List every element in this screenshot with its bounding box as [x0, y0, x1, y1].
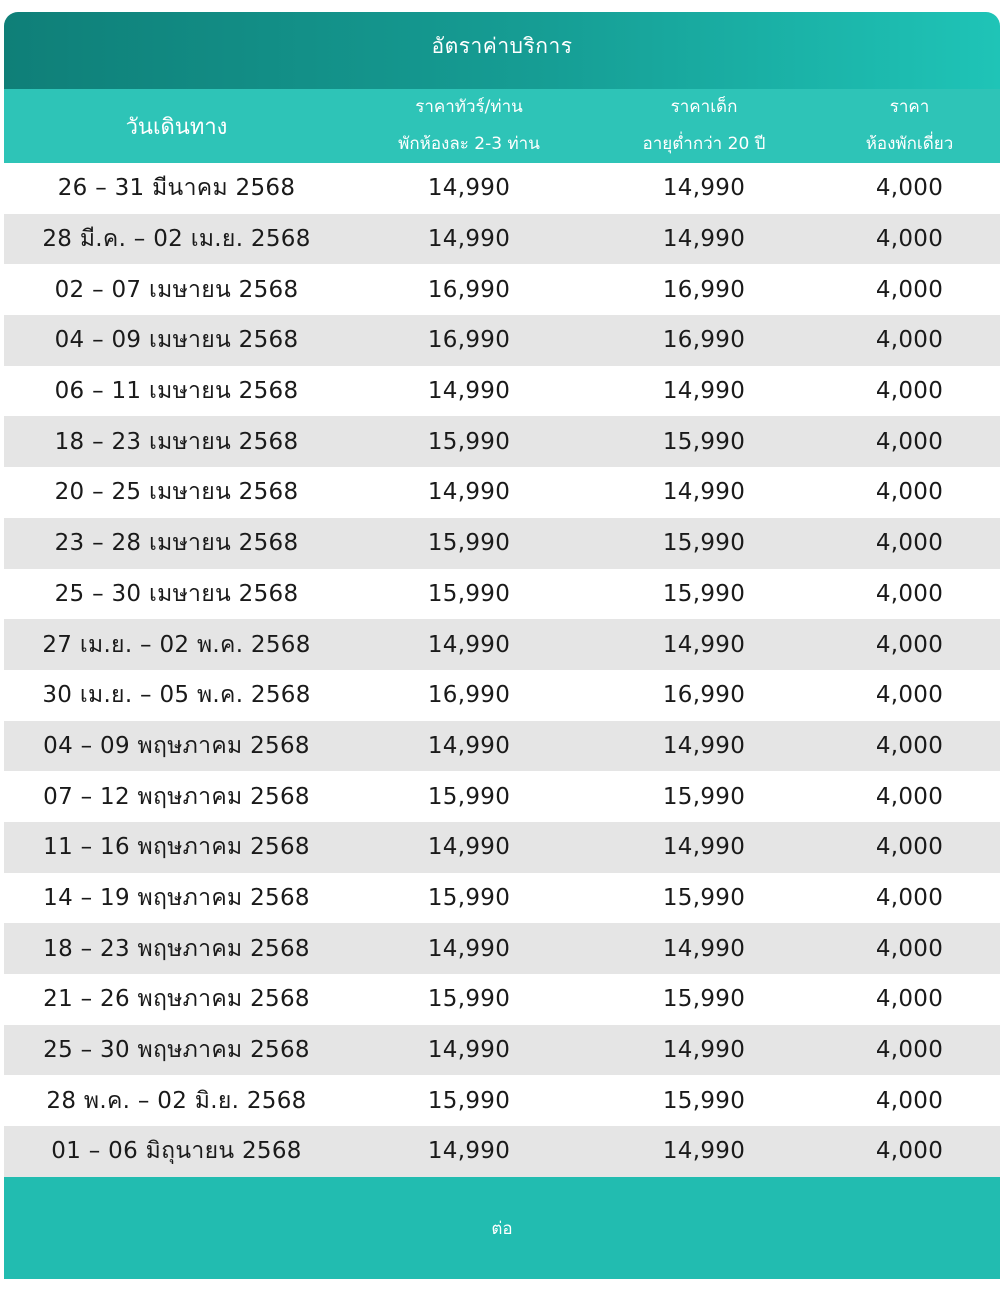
table-row — [4, 1025, 1000, 1076]
continue-footer — [4, 1177, 1000, 1279]
row-single-price: 4,000 — [875, 530, 944, 557]
row-single-price: 4,000 — [875, 631, 944, 658]
continue-label: ต่อ — [491, 1218, 513, 1239]
row-adult-price: 15,990 — [427, 884, 511, 911]
table-row — [4, 873, 1000, 924]
row-date: 06 – 11 เมษายน 2568 — [54, 378, 299, 405]
row-child-price: 14,990 — [662, 631, 746, 658]
row-date: 21 – 26 พฤษภาคม 2568 — [43, 986, 310, 1013]
table-header — [4, 89, 1000, 163]
row-adult-price: 14,990 — [427, 1037, 511, 1064]
row-date: 28 มี.ค. – 02 เม.ย. 2568 — [42, 226, 311, 253]
row-adult-price: 14,990 — [427, 378, 511, 405]
row-child-price: 15,990 — [662, 1087, 746, 1114]
row-child-price: 16,990 — [662, 327, 746, 354]
row-child-price: 14,990 — [662, 378, 746, 405]
row-single-price: 4,000 — [875, 935, 944, 962]
row-date: 27 เม.ย. – 02 พ.ค. 2568 — [42, 631, 311, 658]
row-date: 30 เม.ย. – 05 พ.ค. 2568 — [42, 682, 311, 709]
row-date: 18 – 23 เมษายน 2568 — [54, 428, 299, 455]
row-child-price: 16,990 — [662, 682, 746, 709]
row-single-price: 4,000 — [875, 479, 944, 506]
row-child-price: 14,990 — [662, 1138, 746, 1165]
table-row — [4, 670, 1000, 721]
table-row — [4, 771, 1000, 822]
row-adult-price: 15,990 — [427, 530, 511, 557]
row-date: 20 – 25 เมษายน 2568 — [54, 479, 299, 506]
page-title: อัตราค่าบริการ — [431, 34, 573, 58]
row-date: 26 – 31 มีนาคม 2568 — [57, 175, 296, 202]
row-single-price: 4,000 — [875, 732, 944, 759]
row-single-price: 4,000 — [875, 428, 944, 455]
row-child-price: 15,990 — [662, 530, 746, 557]
row-date: 25 – 30 เมษายน 2568 — [54, 580, 299, 607]
header-child-line2: อายุต่ำกว่า 20 ปี — [642, 134, 766, 154]
row-single-price: 4,000 — [875, 378, 944, 405]
row-adult-price: 16,990 — [427, 682, 511, 709]
row-date: 04 – 09 พฤษภาคม 2568 — [43, 732, 310, 759]
row-date: 23 – 28 เมษายน 2568 — [54, 530, 299, 557]
row-child-price: 14,990 — [662, 226, 746, 253]
row-child-price: 14,990 — [662, 479, 746, 506]
header-single-line1: ราคา — [889, 97, 930, 117]
row-adult-price: 16,990 — [427, 327, 511, 354]
table-row — [4, 923, 1000, 974]
row-single-price: 4,000 — [875, 1138, 944, 1165]
row-adult-price: 15,990 — [427, 986, 511, 1013]
header-date-label: วันเดินทาง — [125, 114, 228, 140]
row-adult-price: 14,990 — [427, 834, 511, 861]
row-child-price: 14,990 — [662, 732, 746, 759]
table-row — [4, 822, 1000, 873]
row-date: 11 – 16 พฤษภาคม 2568 — [43, 834, 310, 861]
row-adult-price: 15,990 — [427, 783, 511, 810]
row-child-price: 14,990 — [662, 1037, 746, 1064]
table-row — [4, 416, 1000, 467]
row-single-price: 4,000 — [875, 1037, 944, 1064]
table-row — [4, 619, 1000, 670]
table-row — [4, 214, 1000, 265]
row-child-price: 14,990 — [662, 834, 746, 861]
row-single-price: 4,000 — [875, 276, 944, 303]
header-adult-line1: ราคาทัวร์/ท่าน — [415, 97, 523, 117]
row-adult-price: 14,990 — [427, 479, 511, 506]
table-row — [4, 264, 1000, 315]
row-adult-price: 15,990 — [427, 1087, 511, 1114]
row-date: 14 – 19 พฤษภาคม 2568 — [43, 884, 310, 911]
row-date: 01 – 06 มิถุนายน 2568 — [51, 1138, 302, 1165]
table-row — [4, 569, 1000, 620]
row-child-price: 16,990 — [662, 276, 746, 303]
row-adult-price: 16,990 — [427, 276, 511, 303]
row-adult-price: 15,990 — [427, 428, 511, 455]
table-row — [4, 163, 1000, 214]
header-single-room — [819, 89, 1000, 163]
row-adult-price: 14,990 — [427, 631, 511, 658]
row-adult-price: 14,990 — [427, 1138, 511, 1165]
row-single-price: 4,000 — [875, 682, 944, 709]
row-child-price: 15,990 — [662, 783, 746, 810]
header-adult-line2: พักห้องละ 2-3 ท่าน — [398, 134, 540, 154]
table-row — [4, 518, 1000, 569]
rates-table-body — [4, 163, 1000, 1177]
header-single-line2: ห้องพักเดี่ยว — [865, 134, 954, 154]
table-row — [4, 1075, 1000, 1126]
row-single-price: 4,000 — [875, 226, 944, 253]
row-adult-price: 14,990 — [427, 226, 511, 253]
row-single-price: 4,000 — [875, 1087, 944, 1114]
row-adult-price: 14,990 — [427, 935, 511, 962]
row-child-price: 14,990 — [662, 175, 746, 202]
row-child-price: 15,990 — [662, 580, 746, 607]
row-adult-price: 15,990 — [427, 580, 511, 607]
row-single-price: 4,000 — [875, 175, 944, 202]
row-date: 02 – 07 เมษายน 2568 — [54, 276, 299, 303]
row-single-price: 4,000 — [875, 783, 944, 810]
row-child-price: 15,990 — [662, 428, 746, 455]
row-date: 07 – 12 พฤษภาคม 2568 — [43, 783, 310, 810]
table-row — [4, 1126, 1000, 1177]
rates-title-bar — [4, 12, 1000, 89]
header-child-price — [589, 89, 819, 163]
header-adult-price — [349, 89, 589, 163]
table-row — [4, 974, 1000, 1025]
row-date: 28 พ.ค. – 02 มิ.ย. 2568 — [46, 1087, 307, 1114]
table-row — [4, 366, 1000, 417]
row-date: 04 – 09 เมษายน 2568 — [54, 327, 299, 354]
header-date — [4, 89, 349, 163]
row-date: 25 – 30 พฤษภาคม 2568 — [43, 1037, 310, 1064]
row-child-price: 14,990 — [662, 935, 746, 962]
row-single-price: 4,000 — [875, 327, 944, 354]
row-child-price: 15,990 — [662, 884, 746, 911]
table-row — [4, 721, 1000, 772]
row-single-price: 4,000 — [875, 884, 944, 911]
row-date: 18 – 23 พฤษภาคม 2568 — [43, 935, 310, 962]
row-adult-price: 14,990 — [427, 732, 511, 759]
row-single-price: 4,000 — [875, 580, 944, 607]
row-child-price: 15,990 — [662, 986, 746, 1013]
row-single-price: 4,000 — [875, 986, 944, 1013]
row-single-price: 4,000 — [875, 834, 944, 861]
header-child-line1: ราคาเด็ก — [670, 97, 738, 117]
table-row — [4, 467, 1000, 518]
table-row — [4, 315, 1000, 366]
row-adult-price: 14,990 — [427, 175, 511, 202]
